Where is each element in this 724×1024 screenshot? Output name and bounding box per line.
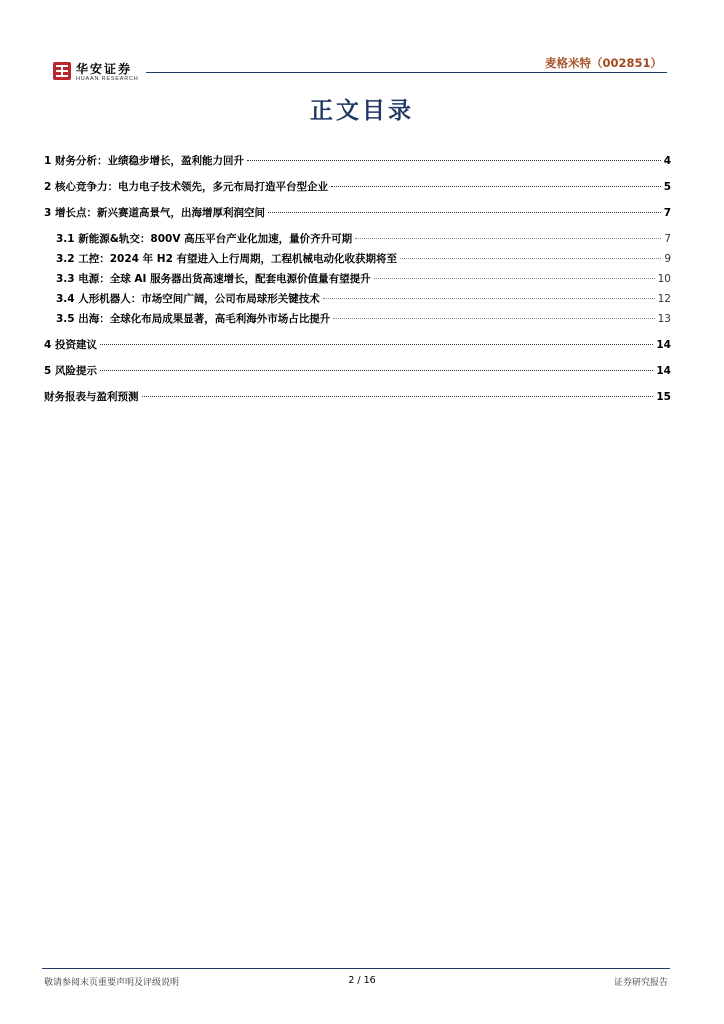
toc-entry-label: 5 风险提示 [44,365,97,377]
toc-subentry[interactable] [44,231,671,251]
toc-entry-page: 13 [657,313,671,325]
toc-entry-label: 2 核心竞争力：电力电子技术领先，多元布局打造平台型企业 [44,181,328,193]
footer-report-type: 证券研究报告 [613,978,668,988]
toc-entry-page: 7 [664,233,671,245]
toc-entry-page: 12 [657,293,671,305]
report-header-title: 麦格米特（002851） [544,56,662,70]
toc-entry[interactable] [44,363,671,389]
toc-leader-dots [333,318,654,319]
header-divider [146,72,667,73]
toc-entry[interactable] [44,179,671,205]
toc-leader-dots [268,212,661,213]
toc-entry-page: 9 [664,253,671,265]
table-of-contents [44,153,671,415]
footer-divider [42,968,670,969]
toc-entry-page: 7 [663,207,671,219]
toc-leader-dots [374,278,655,279]
toc-entry-page: 5 [663,181,671,193]
toc-leader-dots [331,186,661,187]
toc-entry-page: 15 [656,391,671,403]
toc-leader-dots [142,396,654,397]
toc-entry-page: 14 [656,365,671,377]
company-logo-icon [53,62,71,80]
toc-entry-label: 3.1 新能源&轨交：800V 高压平台产业化加速，量价齐升可期 [56,233,353,245]
toc-subentry[interactable] [44,311,671,337]
page-number: 2 / 16 [348,975,376,986]
toc-entry[interactable] [44,337,671,363]
toc-entry-label: 3.5 出海：全球化布局成果显著，高毛利海外市场占比提升 [56,313,331,325]
footer-disclaimer: 敬请参阅末页重要声明及评级说明 [44,978,180,988]
logo-text: 华安证券 [76,62,133,76]
toc-leader-dots [247,160,661,161]
toc-entry-page: 10 [657,273,671,285]
toc-entry-page: 4 [663,155,671,167]
page-title: 正文目录 [310,98,414,124]
toc-leader-dots [100,370,653,371]
toc-subentry[interactable] [44,251,671,271]
toc-entry-label: 1 财务分析：业绩稳步增长，盈利能力回升 [44,155,244,167]
toc-subentry[interactable] [44,271,671,291]
toc-entry-label: 财务报表与盈利预测 [44,391,139,403]
logo-subtext: HUAAN RESEARCH [76,76,139,82]
toc-entry[interactable] [44,153,671,179]
toc-entry-label: 3 增长点：新兴赛道高景气，出海增厚利润空间 [44,207,265,219]
toc-subentry[interactable] [44,291,671,311]
toc-leader-dots [323,298,655,299]
toc-entry-label: 3.2 工控：2024 年 H2 有望进入上行周期，工程机械电动化收获期将至 [56,253,398,265]
toc-entry-label: 3.3 电源：全球 AI 服务器出货高速增长，配套电源价值量有望提升 [56,273,371,285]
toc-entry[interactable] [44,389,671,415]
toc-entry[interactable] [44,205,671,231]
toc-entry-label: 4 投资建议 [44,339,97,351]
toc-leader-dots [400,258,661,259]
toc-leader-dots [355,238,661,239]
toc-entry-page: 14 [656,339,671,351]
toc-entry-label: 3.4 人形机器人：市场空间广阔，公司布局球形关键技术 [56,293,320,305]
toc-leader-dots [100,344,653,345]
